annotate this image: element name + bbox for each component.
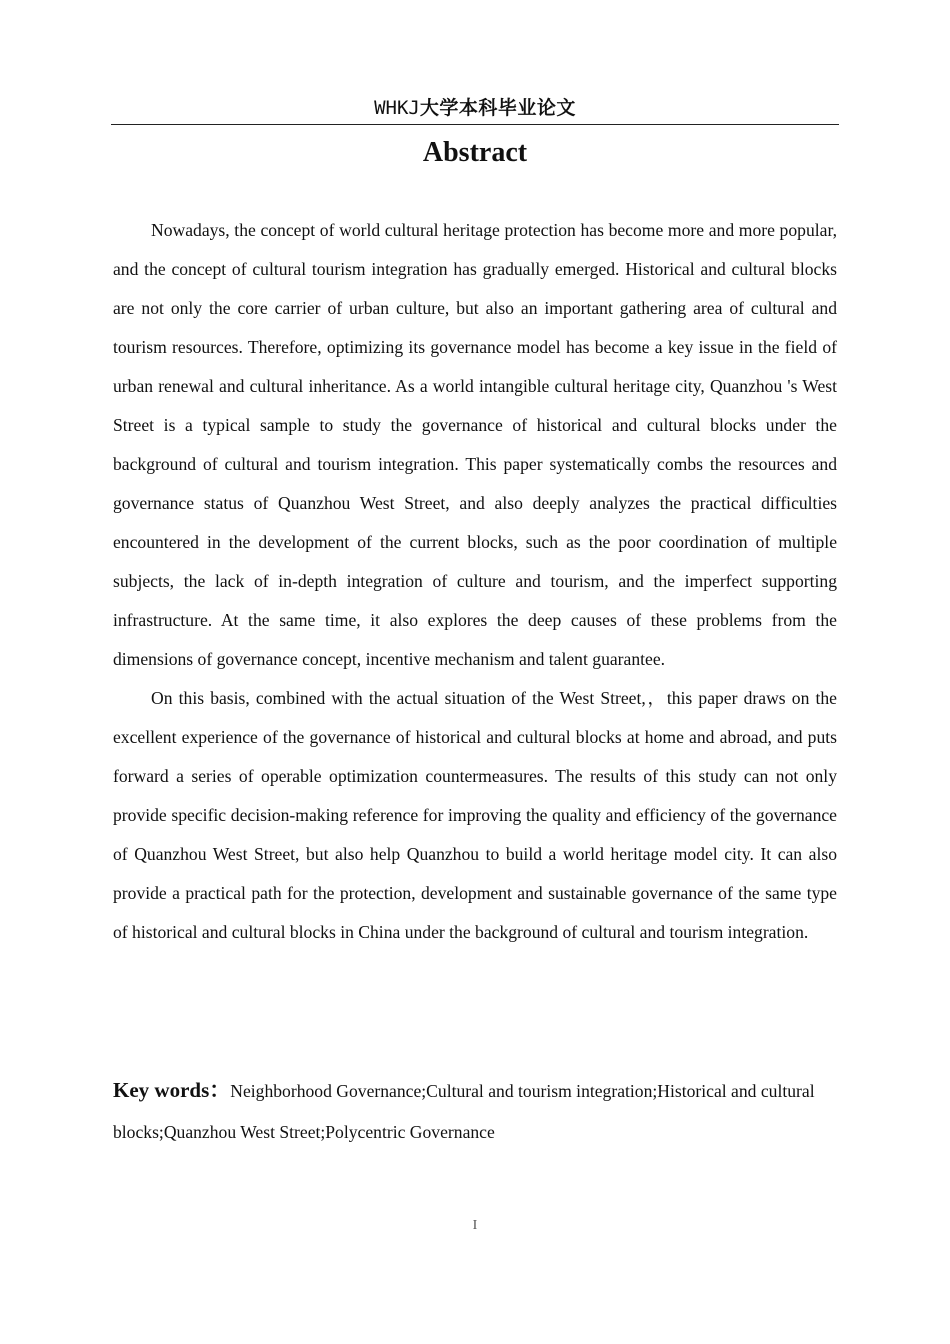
header-school-code: WHKJ [374, 97, 420, 119]
abstract-paragraph-1: Nowadays, the concept of world cultural heritage protection has become more and more popular, and the concept of cultural tourism integration has gradually emerged. Historical and cultural blocks are not only the core carrier of urban culture, but also an important gathering area of cultural and tourism resources. Therefore, optimizing its governance model has become a key issue in the field of urban renewal and cultural inheritance. As a world intangible cultural heritage city, Quanzhou 's West Street is a typical sample to study the governance of historical and cultural blocks under the background of cultural and tourism integration. This paper systematically combs the resources and governance status of Quanzhou West Street, and also deeply analyzes the practical difficulties encountered in the development of the current blocks, such as the poor coordination of multiple subjects, the lack of in-depth integration of culture and tourism, and the imperfect supporting infrastructure. At the same time, it also explores the deep causes of these problems from the dimensions of governance concept, incentive mechanism and talent guarantee. [113, 220, 837, 669]
abstract-paragraph-2: On this basis, combined with the actual situation of the West Street,，this paper draws on the excellent experience of the governance of historical and cultural blocks at home and abroad, and puts forward a series of operable optimization countermeasures. The results of this study can not only provide specific decision-making reference for improving the quality and efficiency of the governance of Quanzhou West Street, but also help Quanzhou to build a world heritage model city. It can also provide a practical path for the protection, development and sustainable governance of the same type of historical and cultural blocks in China under the background of cultural and tourism integration. [113, 688, 837, 942]
keywords-label: Key words： [113, 1078, 231, 1102]
header-rule [111, 124, 839, 125]
keywords [113, 1070, 837, 1153]
abstract-title: Abstract [422, 137, 528, 168]
keywords-text: Neighborhood Governance;Cultural and tourism integration;Historical and cultural blocks;Quanzhou West Street;Polycentric Governance [113, 1081, 815, 1142]
header-title: 大学本科毕业论文 [419, 97, 576, 119]
page-number: I [472, 1218, 478, 1233]
running-header [111, 94, 839, 121]
abstract-body [113, 211, 837, 952]
